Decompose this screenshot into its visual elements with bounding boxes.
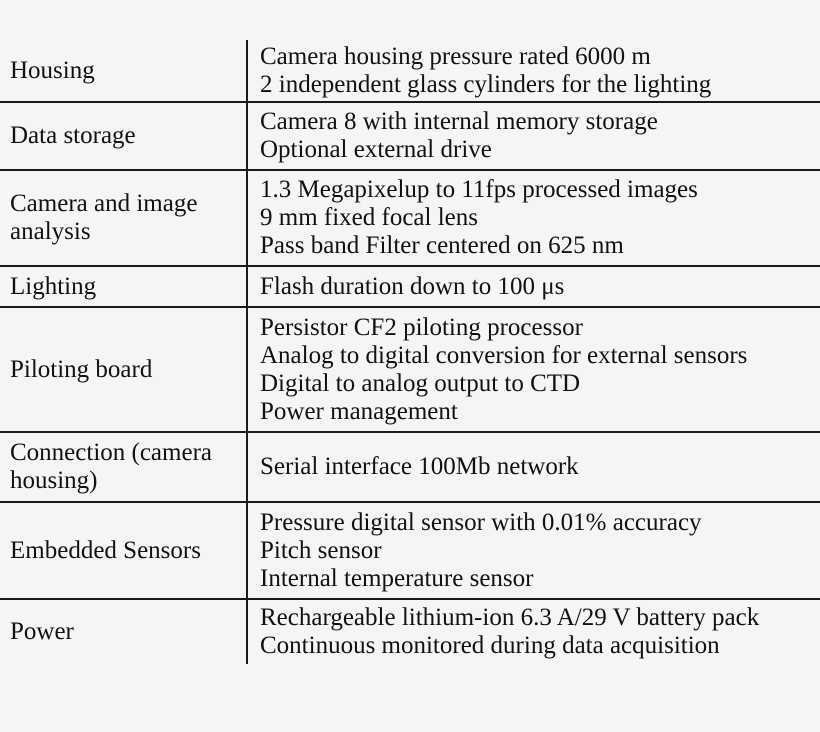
- row-label: [0, 503, 248, 598]
- table-row: [0, 306, 820, 431]
- row-values: [248, 433, 820, 501]
- row-label: [0, 171, 248, 265]
- row-label: [0, 40, 248, 101]
- value-line: Internal temperature sensor: [260, 564, 534, 592]
- value-line: Camera 8 with internal memory storage: [260, 108, 658, 135]
- row-label-text: Data storage: [10, 122, 136, 149]
- value-line: Camera housing pressure rated 6000 m: [260, 42, 651, 70]
- table-row: [0, 40, 820, 101]
- row-label-text: [10, 439, 212, 495]
- table-row: [0, 169, 820, 265]
- table-row: [0, 265, 820, 306]
- table-row: [0, 501, 820, 598]
- value-line: 1.3 Megapixelup to 11fps processed images: [260, 176, 698, 203]
- row-label: [0, 103, 248, 169]
- row-label-line: analysis: [10, 218, 91, 245]
- value-line: Power management: [260, 397, 458, 425]
- row-values: [248, 308, 820, 431]
- row-values: [248, 600, 820, 664]
- value-line: Pressure digital sensor with 0.01% accuracy: [260, 508, 702, 536]
- row-values: [248, 103, 820, 169]
- row-label-text: Housing: [10, 56, 95, 84]
- row-label-line: Connection (camera: [10, 439, 212, 466]
- row-label: [0, 600, 248, 664]
- row-label: [0, 308, 248, 431]
- row-values: [248, 503, 820, 598]
- row-label: [0, 267, 248, 306]
- row-values: [248, 171, 820, 265]
- value-line: 2 independent glass cylinders for the lighting: [260, 70, 712, 98]
- row-label: [0, 433, 248, 501]
- value-line: Pitch sensor: [260, 536, 382, 564]
- value-line: Optional external drive: [260, 136, 492, 163]
- row-values: [248, 40, 820, 101]
- value-line: Flash duration down to 100 μs: [260, 272, 565, 300]
- spec-table: [0, 40, 820, 664]
- row-label-text: Power: [10, 618, 74, 645]
- row-label-text: [10, 190, 197, 246]
- row-label-text: Lighting: [10, 272, 97, 300]
- value-line: Continuous monitored during data acquisition: [260, 632, 720, 659]
- value-line: Serial interface 100Mb network: [260, 453, 579, 480]
- row-label-text: Piloting board: [10, 355, 153, 383]
- row-label-line: Camera and image: [10, 190, 198, 217]
- value-line: Rechargeable lithium-ion 6.3 A/29 V battery pack: [260, 604, 760, 631]
- row-values: [248, 267, 820, 306]
- value-line: Pass band Filter centered on 625 nm: [260, 232, 624, 259]
- value-line: Analog to digital conversion for external sensors: [260, 341, 748, 369]
- table-row: [0, 598, 820, 664]
- row-label-text: Embedded Sensors: [10, 536, 201, 564]
- table-row: [0, 101, 820, 169]
- value-line: Digital to analog output to CTD: [260, 369, 581, 397]
- value-line: 9 mm fixed focal lens: [260, 204, 478, 231]
- table-row: [0, 431, 820, 501]
- row-label-line: housing): [10, 467, 98, 494]
- value-line: Persistor CF2 piloting processor: [260, 313, 583, 341]
